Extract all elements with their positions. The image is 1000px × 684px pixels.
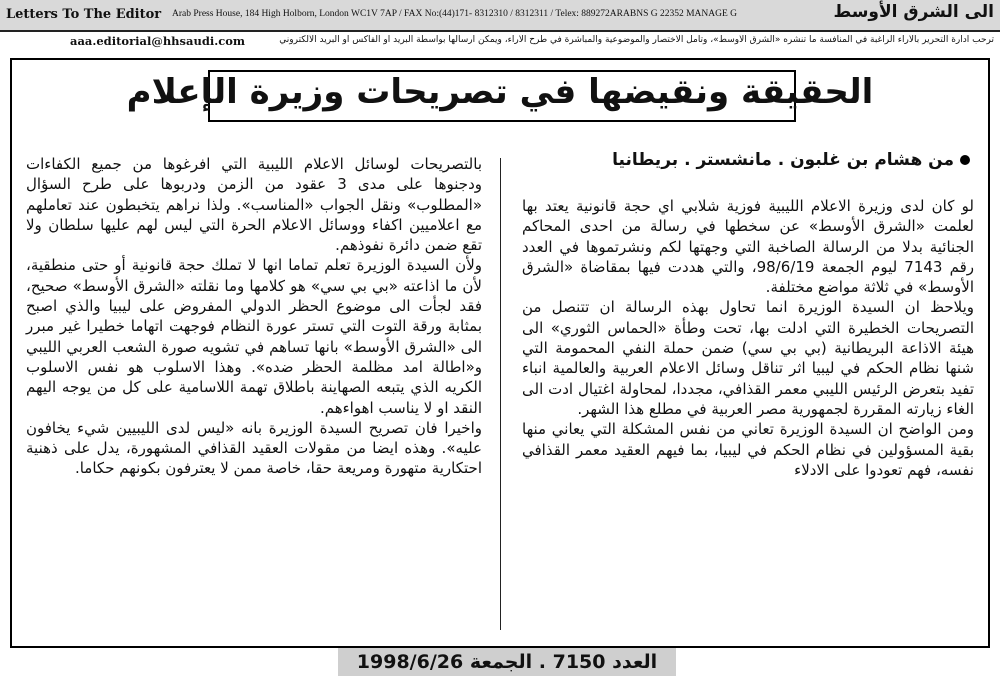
editorial-note: ترحب ادارة التحرير بالآراء الراغبة في المنافسة ما تنشره «الشرق الأوسط»، وتأمل الاختصار والموضوعية والمباشرة في طرح الآراء، ويمكن ارسالها بواسطة البريد او الفاكس او البريد الالكتروني <box>279 35 994 45</box>
bullet-icon <box>960 155 970 165</box>
newspaper-logo: الى الشرق الأوسط <box>833 2 994 22</box>
paragraph: ولأن السيدة الوزيرة تعلم تماما انها لا تملك حجة قانونية أو حتى منطقية، لأن ما اذاعته «بي بي سي» هو كلامها وما نقلته «الشرق الأوسط» صحيح، فقد لجأت الى موضوع الحظر الدولي المفروض على ليبيا والذي اصبح بمثابة ورقة التوت التي تستر عورة النظام فوجهت اتهاما خطيرا غير مبرر الى «الشرق الأوسط» بانها تساهم في تشويه صورة الشعب العربي الليبي و«اطالة امد مظلمة الحظر ضده». وهذا الاسلوب هو نفس الاسلوب الكريه الذي يتبعه الصهاينة باطلاق تهمة اللاسامية على كل من يوجه اليهم النقد او لا يناسب اهواءهم. <box>26 256 482 417</box>
paragraph: واخيرا فان تصريح السيدة الوزيرة بانه «ليس لدى الليبيين شيء يخافون عليه». وهذه ايضا من مقولات العقيد القذافي المشهورة، يدل على ذهنية احتكارية متهورة ومريعة حقا، خاصة ممن لا يعترفون بكونهم حكاما. <box>26 418 482 478</box>
paragraph: ويلاحظ ان السيدة الوزيرة انما تحاول بهذه الرسالة ان تتنصل من التصريحات الخطيرة التي ادلت بها، تحت وطأة «الحماس الثوري» الى هيئة الاذاعة البريطانية (بي بي سي) ضمن حملة النفي المحمومة التي شنها نظام الحكم في ليبيا اثر تناقل وسائل الاعلام العربية والعالمية انباء تفيد بتعرض الرئيس الليبي معمر القذافي، مجددا، لمحاولة اغتيال ادت الى الغاء زيارته المقررة لجمهورية مصر العربية في مطلع هذا الشهر. <box>522 298 974 418</box>
article-headline: الحقيقة ونقيضها في تصريحات وزيرة الإعلام <box>126 72 874 112</box>
masthead-bar <box>0 0 1000 32</box>
paragraph: بالتصريحات لوسائل الاعلام الليبية التي افرغوها من جميع الكفاءات ودجنوها على مدى 3 عقود من الزمن ودربوها على طرح السؤال «المطلوب» ونقل الجواب «المناسب». ولذا نراهم يتخبطون عند تعاملهم مع اعلاميين اكفاء ووسائل الاعلام الحرة التي ليس لهم عليها سلطان ولا تقع ضمن دائرة نفوذهم. <box>26 155 482 255</box>
submission-note <box>0 33 1000 49</box>
paragraph: ومن الواضح ان السيدة الوزيرة تعاني من نفس المشكلة التي يعاني منها بقية المسؤولين في نظام الحكم في ليبيا، بما فيهم العقيد معمر القذافي نفسه، فهم تعودوا على الادلاء <box>522 420 974 479</box>
editorial-email: aaa.editorial@hhsaudi.com <box>70 34 246 48</box>
article-byline <box>530 150 970 170</box>
article-clipping <box>10 58 990 648</box>
byline-text: من هشام بن غلبون . مانشستر . بريطانيا <box>612 150 954 170</box>
column-divider <box>500 158 501 630</box>
contact-address: Arab Press House, 184 High Holborn, London WC1V 7AP / FAX No:(44)171- 8312310 / 8312311 / Telex: 889272ARABNS G 22352 MANAGE G <box>172 9 738 19</box>
paragraph: لو كان لدى وزيرة الاعلام الليبية فوزية شلابي اي حجة قانونية يعتد بها لعلمت «الشرق الأوسط» عن سخطها في رسالة من احدى المحاكم الجنائية بدلا من الرسالة الصاخبة التي وجهتها لكم ونشرتموها في العدد رقم 7143 ليوم الجمعة 98/6/19، والتي هددت فيها بمقاضاة «الشرق الأوسط» في ثلاثة مواضع مختلفة. <box>522 197 975 297</box>
article-column-right <box>522 196 974 480</box>
article-column-left <box>26 154 482 479</box>
section-title: Letters To The Editor <box>6 7 162 22</box>
issue-date-stamp: العدد 7150 . الجمعة 1998/6/26 <box>338 648 676 676</box>
